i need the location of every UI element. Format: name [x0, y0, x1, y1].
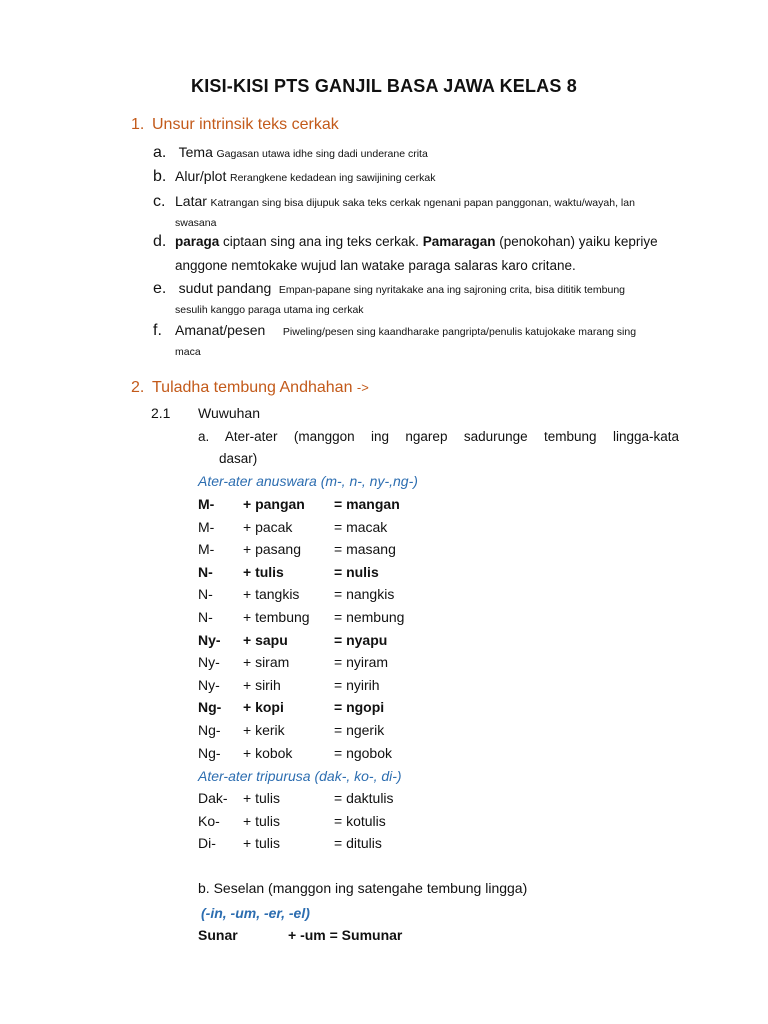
row-result: = nyiram: [334, 654, 389, 671]
row-base-word: + sirih: [243, 676, 281, 693]
section-2-heading: [131, 379, 369, 397]
row-prefix: N-: [198, 563, 213, 580]
item-description-continued: anggone nemtokake wujud lan watake paraga salaras karo critane.: [175, 258, 576, 273]
row-result: = nangkis: [334, 586, 395, 603]
item-description-continued: swasana: [175, 217, 217, 229]
row-result: = nembung: [334, 609, 405, 625]
seselan-example-right: + -um = Sumunar: [288, 927, 403, 943]
item-description-continued: maca: [175, 346, 201, 358]
section-title: Unsur intrinsik teks cerkak: [152, 116, 339, 133]
row-result: = ngerik: [334, 722, 385, 738]
section-1-heading: [131, 116, 339, 134]
row-prefix: Ng-: [198, 744, 221, 761]
point-a: [198, 429, 679, 466]
list-item: [153, 193, 679, 229]
row-base-word: + kopi: [243, 699, 284, 716]
row-prefix: N-: [198, 609, 213, 625]
item-term: Alur/plot: [175, 168, 227, 184]
item-description: Piweling/pesen sing kaandharake pangripta/penulis katujokake marang sing: [282, 326, 637, 338]
row-prefix: Ng-: [198, 722, 221, 738]
item-description: Empan-papane sing nyritakake ana ing sajroning crita, bisa dititik tembung: [278, 284, 626, 296]
item-letter: a.: [153, 144, 167, 161]
row-result: = ngopi: [334, 699, 385, 716]
row-base-word: + pangan: [243, 496, 305, 512]
item-letter: d.: [153, 233, 167, 250]
row-base-word: + kerik: [243, 722, 285, 738]
item-term: Latar: [175, 193, 207, 209]
row-prefix: Ny-: [198, 654, 220, 671]
row-result: = daktulis: [334, 790, 394, 806]
list-item: [153, 280, 679, 316]
group-title-anuswara: Ater-ater anuswara (m-, n-, ny-,ng-): [198, 473, 418, 489]
row-result: = macak: [334, 518, 388, 535]
item-description: Rerangkene kedadean ing sawijining cerkak: [229, 172, 436, 184]
section-number: 2.: [131, 379, 145, 396]
item-description: ciptaan sing ana ing teks cerkak.: [223, 234, 419, 249]
item-letter: b.: [153, 168, 167, 185]
item-term: Amanat/pesen: [175, 322, 266, 338]
row-prefix: Ny-: [198, 676, 220, 693]
point-a-label: a.: [198, 429, 210, 444]
row-prefix: Ny-: [198, 631, 221, 648]
row-base-word: + siram: [243, 654, 290, 671]
row-base-word: + tulis: [243, 790, 280, 806]
subsection-title: Wuwuhan: [198, 405, 261, 421]
section-title: Tuladha tembung Andhahan: [152, 379, 353, 396]
row-result: = ditulis: [334, 835, 382, 852]
row-prefix: N-: [198, 586, 213, 603]
arrow-text: ->: [356, 380, 369, 395]
item-term: paraga: [175, 234, 220, 249]
point-b-label: b.: [198, 880, 210, 896]
row-base-word: + tangkis: [243, 586, 300, 603]
row-prefix: M-: [198, 496, 215, 512]
point-a-text: Ater-ater (manggon ing ngarep sadurunge tembung lingga-kata: [224, 429, 679, 444]
list-item: [153, 168, 679, 186]
item-description-continued: sesulih kanggo paraga utama ing cerkak: [175, 304, 364, 316]
row-prefix: Di-: [198, 835, 216, 852]
point-a-line: [198, 429, 679, 444]
row-prefix: Ko-: [198, 812, 220, 829]
row-result: = nyapu: [334, 631, 388, 648]
item-letter: c.: [153, 193, 166, 210]
item-description-secondary: (penokohan) yaiku kepriye: [499, 234, 658, 249]
item-description: Katrangan sing bisa dijupuk saka teks cerkak ngenani papan panggonan, waktu/wayah, lan: [210, 197, 635, 209]
row-prefix: M-: [198, 541, 215, 558]
point-b: [198, 880, 527, 896]
list-item: [153, 144, 679, 162]
row-result: = kotulis: [334, 812, 386, 829]
section-number: 1.: [131, 116, 145, 133]
row-base-word: + tembung: [243, 609, 310, 625]
item-letter: e.: [153, 280, 167, 297]
row-base-word: + tulis: [243, 812, 280, 829]
item-term: Tema: [178, 144, 213, 160]
row-result: = nyirih: [334, 676, 380, 693]
row-base-word: + pacak: [243, 518, 293, 535]
subsection-heading: [151, 405, 260, 421]
list-item: [153, 233, 679, 273]
row-base-word: + tulis: [243, 835, 280, 852]
row-result: = masang: [334, 541, 396, 558]
point-a-text-continued: dasar): [219, 451, 258, 466]
item-description: Gagasan utawa idhe sing dadi underane crita: [216, 148, 428, 160]
row-prefix: Dak-: [198, 790, 228, 806]
item-term: sudut pandang: [178, 280, 272, 296]
item-letter: f.: [153, 322, 162, 339]
point-b-text: Seselan (manggon ing satengahe tembung lingga): [213, 880, 528, 896]
row-result: = mangan: [334, 496, 400, 512]
group-title-tripurusa: Ater-ater tripurusa (dak-, ko-, di-): [198, 768, 402, 784]
row-base-word: + pasang: [243, 541, 301, 558]
row-result: = ngobok: [334, 744, 392, 761]
group-title-seselan: (-in, -um, -er, -el): [201, 905, 310, 921]
item-term-secondary: Pamaragan: [422, 234, 496, 249]
row-prefix: M-: [198, 518, 215, 535]
row-result: = nulis: [334, 563, 379, 580]
page-title: KISI-KISI PTS GANJIL BASA JAWA KELAS 8: [191, 76, 577, 96]
row-prefix: Ng-: [198, 699, 222, 716]
row-base-word: + tulis: [243, 563, 284, 580]
seselan-example-left: Sunar: [198, 927, 238, 943]
row-base-word: + sapu: [243, 631, 288, 648]
subsection-number: 2.1: [151, 405, 171, 421]
list-item: [153, 322, 679, 358]
row-base-word: + kobok: [243, 744, 293, 761]
